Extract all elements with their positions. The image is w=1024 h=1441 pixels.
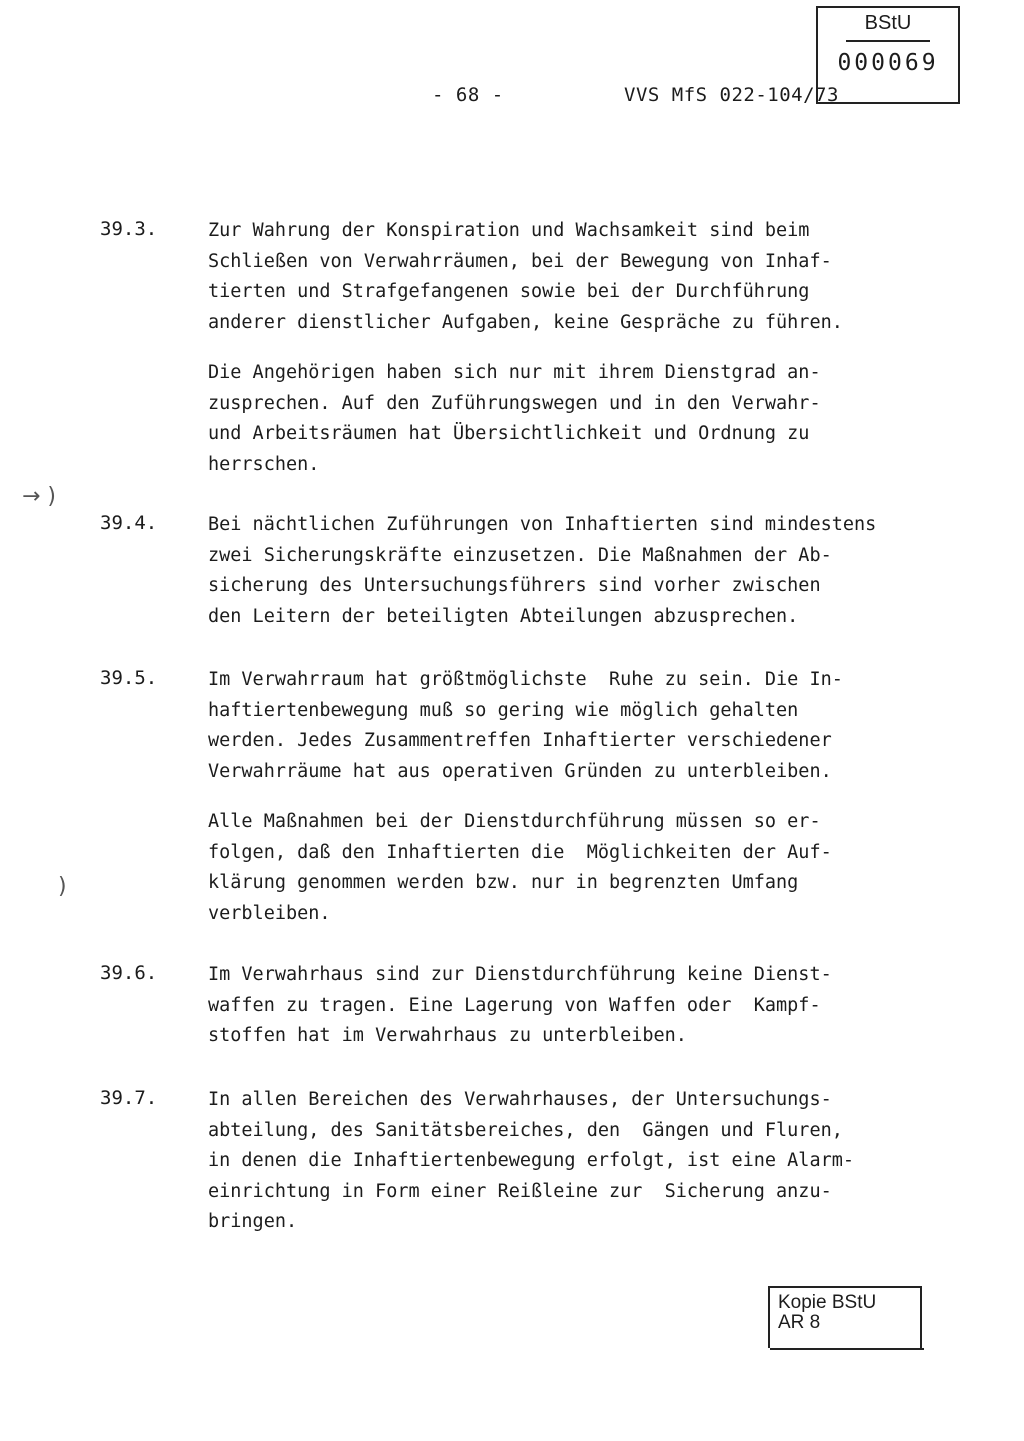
paragraph — [208, 807, 868, 929]
archive-stamp-label: BStU — [864, 12, 912, 34]
text-line: zusprechen. Auf den Zuführungswegen und in den Verwahr- — [208, 392, 821, 414]
paragraph — [208, 358, 868, 480]
text-line: abteilung, des Sanitätsbereiches, den Gängen und Fluren, — [208, 1119, 843, 1141]
text-line: sicherung des Untersuchungsführers sind vorher zwischen — [208, 575, 821, 596]
text-line: zwei Sicherungskräfte einzusetzen. Die Maßnahmen der Ab- — [208, 544, 832, 566]
archive-stamp — [816, 6, 960, 104]
text-line: Verwahrräume hat aus operativen Gründen zu unterbleiben. — [208, 760, 832, 782]
text-line: Bei nächtlichen Zuführungen von Inhaftierten sind mindestens — [208, 514, 877, 535]
margin-pencil-mark: ) — [58, 874, 67, 899]
archive-stamp-number: 000069 — [837, 50, 939, 76]
text-line: In allen Bereichen des Verwahrhauses, der Untersuchungs- — [208, 1089, 832, 1110]
text-line: anderer dienstlicher Aufgaben, keine Gespräche zu führen. — [208, 311, 843, 333]
section-number: 39.3. — [100, 218, 158, 240]
text-line: und Arbeitsräumen hat Übersichtlichkeit und Ordnung zu — [208, 423, 810, 444]
text-line: klärung genommen werden bzw. nur in begrenzten Umfang — [208, 872, 799, 893]
text-line: werden. Jedes Zusammentreffen Inhaftierter verschiedener — [208, 730, 832, 751]
paragraph — [208, 665, 868, 787]
section-number: 39.6. — [100, 962, 158, 984]
text-line: Alle Maßnahmen bei der Dienstdurchführung müssen so er- — [208, 811, 821, 832]
paragraph — [208, 960, 868, 1052]
paragraph — [208, 216, 868, 338]
copy-stamp-line1: Kopie BStU — [778, 1292, 877, 1313]
text-line: stoffen hat im Verwahrhaus zu unterbleiben. — [208, 1025, 687, 1046]
paragraph — [208, 1085, 868, 1238]
section-number: 39.4. — [100, 512, 158, 534]
copy-stamp-underline — [770, 1348, 924, 1350]
page-number: - 68 - — [432, 84, 504, 106]
text-line: herrschen. — [208, 453, 320, 475]
section-number: 39.5. — [100, 667, 158, 689]
copy-stamp — [768, 1286, 922, 1348]
paragraph — [208, 510, 877, 632]
text-line: einrichtung in Form einer Reißleine zur Sicherung anzu- — [208, 1180, 832, 1202]
text-line: waffen zu tragen. Eine Lagerung von Waffen oder Kampf- — [208, 994, 821, 1016]
archive-stamp-divider — [846, 40, 930, 42]
document-reference: VVS MfS 022-104/73 — [624, 84, 839, 106]
text-line: verbleiben. — [208, 902, 331, 924]
text-line: Schließen von Verwahrräumen, bei der Bewegung von Inhaf- — [208, 250, 832, 272]
text-line: bringen. — [208, 1211, 298, 1232]
text-line: in denen die Inhaftiertenbewegung erfolgt, ist eine Alarm- — [208, 1150, 855, 1171]
copy-stamp-line2: AR 8 — [778, 1312, 821, 1333]
margin-pencil-mark: → ) — [22, 484, 57, 509]
text-line: folgen, daß den Inhaftierten die Möglichkeiten der Auf- — [208, 841, 832, 863]
text-line: Zur Wahrung der Konspiration und Wachsamkeit sind beim — [208, 220, 810, 241]
text-line: tierten und Strafgefangenen sowie bei der Durchführung — [208, 281, 810, 302]
section-number: 39.7. — [100, 1087, 158, 1109]
text-line: den Leitern der beteiligten Abteilungen abzusprechen. — [208, 605, 799, 627]
text-line: Im Verwahrraum hat größtmöglichste Ruhe zu sein. Die In- — [208, 669, 843, 690]
text-line: Die Angehörigen haben sich nur mit ihrem Dienstgrad an- — [208, 362, 821, 383]
text-line: Im Verwahrhaus sind zur Dienstdurchführung keine Dienst- — [208, 964, 832, 985]
text-line: haftiertenbewegung muß so gering wie möglich gehalten — [208, 699, 799, 721]
